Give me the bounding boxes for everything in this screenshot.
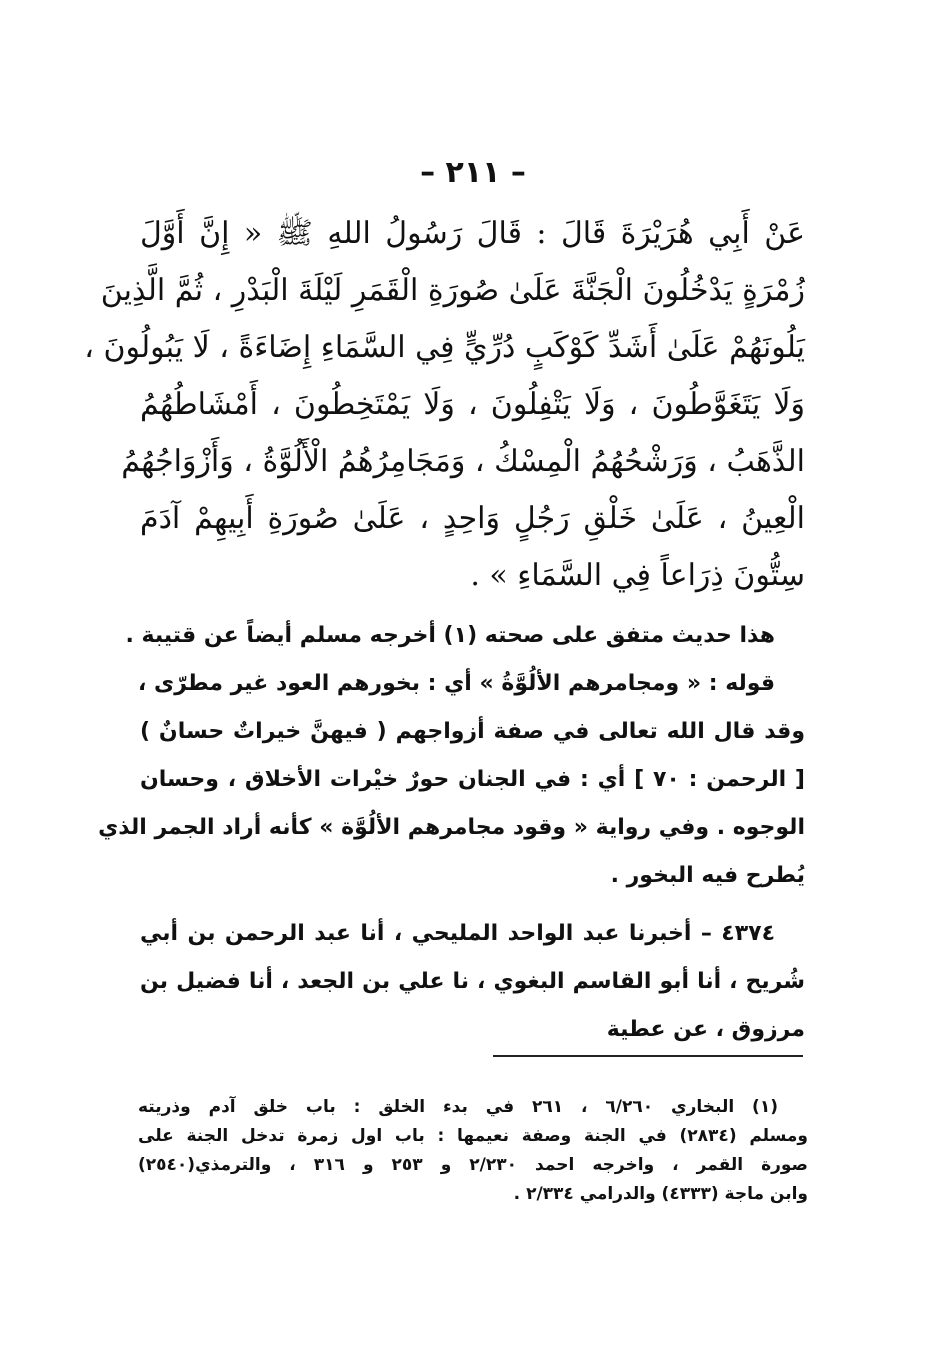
hadith-line: زُمْرَةٍ يَدْخُلُونَ الْجَنَّةَ عَلَىٰ صُورَةِ الْقَمَرِ لَيْلَةَ الْبَدْرِ ، ثُمَّ الَّذِينَ: [100, 273, 805, 308]
footnote-line: ومسلم (٢٨٣٤) في الجنة وصفة نعيمها : باب اول زمرة تدخل الجنة على: [138, 1126, 808, 1146]
commentary-text: [98, 612, 805, 1054]
hadith-line: عَنْ أَبِي هُرَيْرَةَ قَالَ : قَالَ رَسُولُ اللهِ ﷺ « إِنَّ أَوَّلَ: [140, 216, 805, 251]
commentary-line: ٤٣٧٤ – أخبرنا عبد الواحد المليحي ، أنا عبد الرحمن بن أبي: [140, 921, 775, 946]
footnote-line: وابن ماجة (٤٣٣٣) والدرامي ٢/٣٣٤ .: [513, 1184, 808, 1204]
commentary-line: يُطرح فيه البخور .: [610, 863, 805, 888]
hadith-line: يَلُونَهُمْ عَلَىٰ أَشَدِّ كَوْكَبٍ دُرِّيٍّ فِي السَّمَاءِ إِضَاءَةً ، لَا يَبُولُونَ ،: [84, 330, 805, 365]
paragraph-gap: [140, 900, 805, 910]
commentary-line: هذا حديث متفق على صحته (١) أخرجه مسلم أيضاً عن قتيبة .: [125, 623, 775, 648]
hadith-line: الْعِينُ ، عَلَىٰ خَلْقِ رَجُلٍ وَاحِدٍ ، عَلَىٰ صُورَةِ أَبِيهِمْ آدَمَ: [140, 501, 805, 536]
hadith-line: وَلَا يَتَغَوَّطُونَ ، وَلَا يَتْفِلُونَ ، وَلَا يَمْتَخِطُونَ ، أَمْشَاطُهُمُ: [140, 387, 805, 422]
commentary-line: الوجوه . وفي رواية « وقود مجامرهم الألُوَّة » كأنه أراد الجمر الذي: [98, 815, 805, 840]
commentary-line: [ الرحمن : ٧٠ ] أي : في الجنان حورٌ خيْرات الأخلاق ، وحسان: [140, 767, 805, 792]
commentary-line: شُريح ، أنا أبو القاسم البغوي ، نا علي بن الجعد ، أنا فضيل بن: [140, 969, 805, 994]
page-number: – ٢١١ –: [420, 155, 526, 190]
commentary-line: وقد قال الله تعالى في صفة أزواجهم ( فيهنَّ خيراتٌ حسانٌ ): [140, 719, 805, 744]
hadith-line: سِتُّونَ ذِرَاعاً فِي السَّمَاءِ » .: [470, 558, 805, 593]
footnote-divider: [493, 1055, 803, 1057]
hadith-line: الذَّهَبُ ، وَرَشْحُهُمُ الْمِسْكُ ، وَمَجَامِرُهُمُ الْأَلُوَّةُ ، وَأَزْوَاجُهُمُ: [121, 444, 805, 479]
footnote-line: صورة القمر ، واخرجه احمد ٢/٢٣٠ و ٢٥٣ و ٣١٦ ، والترمذي(٢٥٤٠): [138, 1155, 808, 1175]
footnote-line: (١) البخاري ٦/٢٦٠ ، ٢٦١ في بدء الخلق : باب خلق آدم وذريته: [138, 1097, 778, 1117]
commentary-line: مرزوق ، عن عطية: [606, 1017, 805, 1042]
footnotes: [138, 1093, 808, 1209]
commentary-line: قوله : « ومجامرهم الألُوَّةُ » أي : بخورهم العود غير مطرّى ،: [138, 671, 775, 696]
hadith-text: [84, 205, 805, 604]
